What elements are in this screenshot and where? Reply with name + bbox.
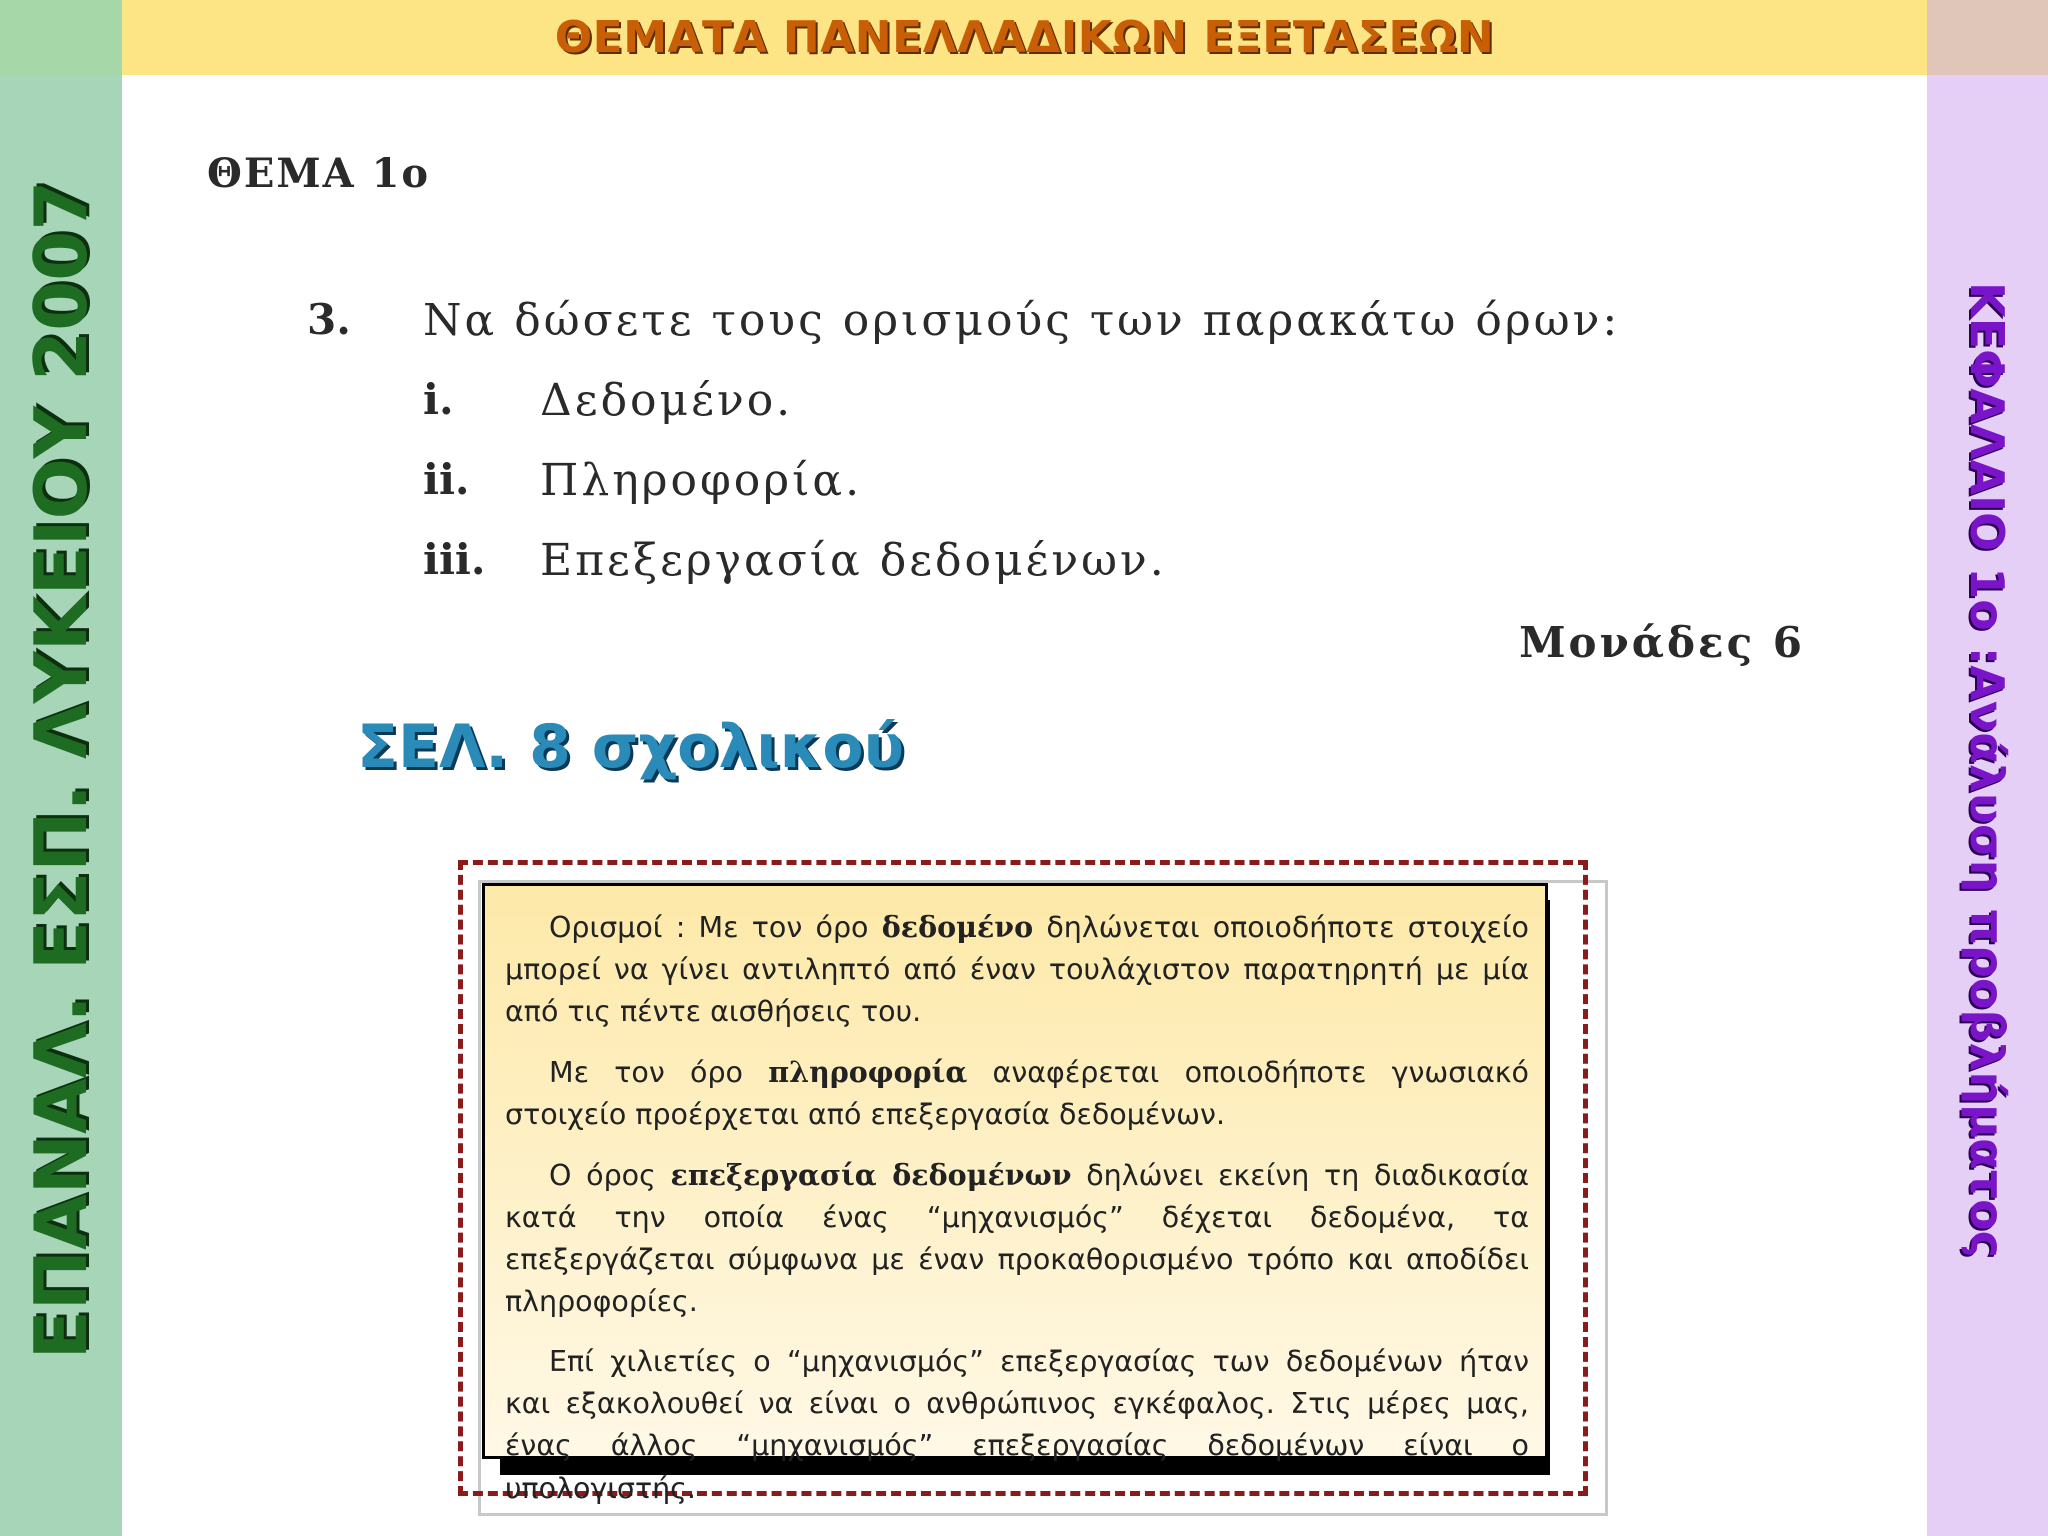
slide-title: ΘΕΜΑΤΑ ΠΑΝΕΛΛΑΔΙΚΩΝ ΕΞΕΤΑΣΕΩΝ	[554, 12, 1495, 63]
question-number: 3.	[307, 295, 351, 344]
theme-heading: ΘΕΜΑ 1ο	[207, 150, 431, 197]
definition-paragraph: Ορισμοί : Με τον όρο δεδομένο δηλώνεται οποιοδήποτε στοιχείο μπορεί να γίνει αντιληπτό από έναν τουλάχιστον παρατηρητή με μία από τις πέντε αισθήσεις του.	[505, 910, 1529, 1028]
header-left-corner	[0, 0, 122, 75]
left-sidebar-label: ΕΠΑΝΑΛ. ΕΣΠ. ΛΥΚΕΙΟΥ 2007	[19, 180, 103, 1360]
item-text: Πληροφορία.	[540, 455, 863, 506]
definition-box	[482, 883, 1548, 1505]
definition-paragraph: Ο όρος επεξεργασία δεδομένων δηλώνει εκείνη τη διαδικασία κατά την οποία ένας “μηχανισμός” δέχεται δεδομένα, τα επεξεργάζεται σύμφωνα με έναν προκαθορισμένο τρόπο και αποδίδει πληροφορίες.	[505, 1158, 1529, 1318]
question-prompt: Να δώσετε τους ορισμούς των παρακάτω όρων:	[423, 295, 1621, 346]
definition-paragraph: Επί χιλιετίες ο “μηχανισμός” επεξεργασίας των δεδομένων ήταν και εξακολουθεί να είναι ο ανθρώπινος εγκέφαλος. Στις μέρες μας, ένας άλλος “μηχανισμός” επεξεργασίας δεδομένων είναι ο υπολογιστής.	[505, 1345, 1529, 1505]
marks-label: Μονάδες 6	[1519, 618, 1805, 667]
header-right-corner	[1927, 0, 2048, 75]
item-text: Επεξεργασία δεδομένων.	[540, 535, 1167, 586]
page-reference: ΣΕΛ. 8 σχολικού	[357, 712, 905, 782]
definition-paragraph: Με τον όρο πληροφορία αναφέρεται οποιοδήποτε γνωσιακό στοιχείο προέρχεται από επεξεργασία δεδομένων.	[505, 1055, 1529, 1131]
item-number: iii.	[423, 535, 486, 584]
item-text: Δεδομένο.	[540, 375, 794, 426]
item-number: i.	[423, 375, 454, 424]
item-number: ii.	[423, 455, 470, 504]
right-sidebar-label: ΚΕΦΑΛΑΙΟ 1ο :Ανάλυση προβλήματος	[1960, 282, 2014, 1258]
